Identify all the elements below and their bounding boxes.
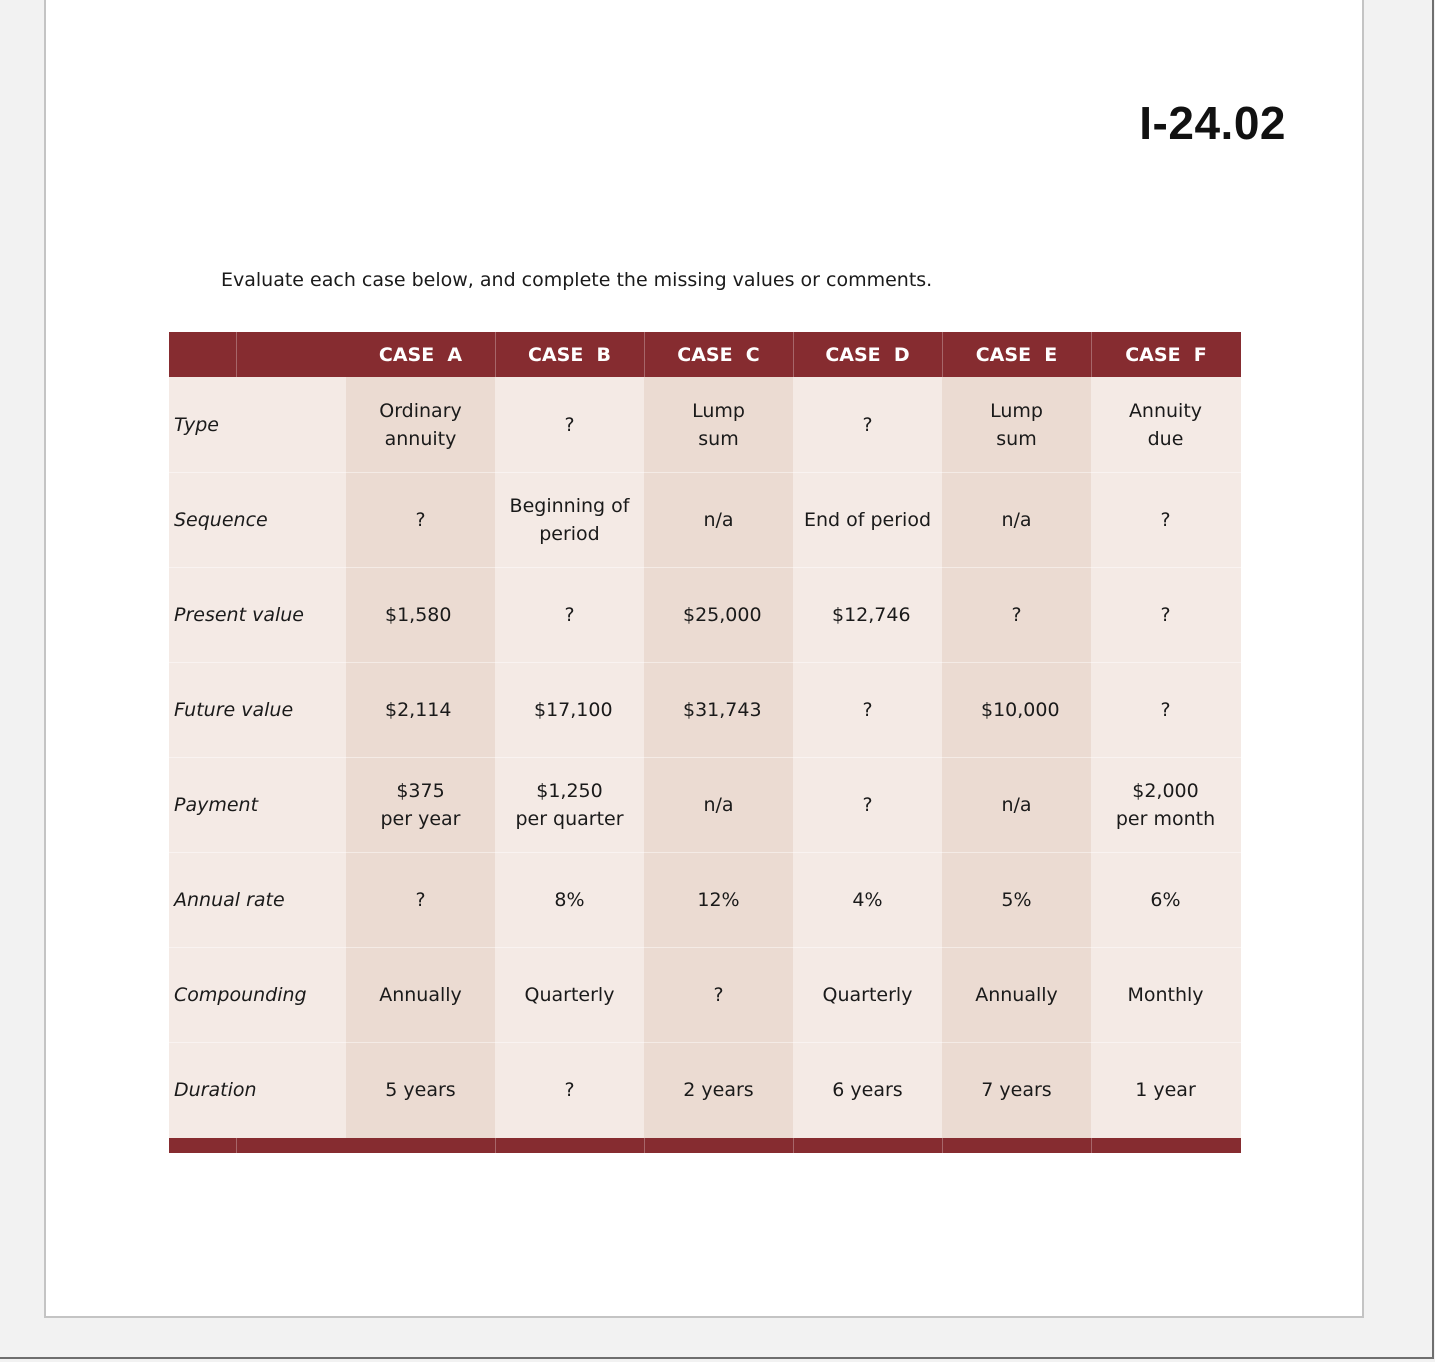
- table-cell: ?: [862, 793, 873, 816]
- window-frame-right: [1432, 0, 1434, 1359]
- footer-divider: [495, 1138, 496, 1153]
- table-cell: Annuity due: [1128, 399, 1203, 450]
- table-cell: $25,000: [683, 603, 762, 626]
- header-case-d: CASE D: [825, 343, 910, 366]
- table-cell: $2,114: [385, 698, 452, 721]
- table-cell: Monthly: [1127, 983, 1204, 1006]
- table-cell: ?: [415, 888, 426, 911]
- table-cell: ?: [1160, 508, 1171, 531]
- instructions-text: Evaluate each case below, and complete the missing values or comments.: [221, 269, 933, 291]
- table-cell: ?: [1011, 603, 1022, 626]
- footer-divider: [1091, 1138, 1092, 1153]
- table-cell: 2 years: [683, 1078, 754, 1101]
- header-divider: [236, 332, 237, 377]
- table-cell: $2,000 per month: [1115, 779, 1216, 830]
- header-divider: [793, 332, 794, 377]
- footer-divider: [644, 1138, 645, 1153]
- row-label: Sequence: [174, 508, 268, 531]
- table-cell: $12,746: [832, 603, 911, 626]
- table-cell: 5%: [1001, 888, 1032, 911]
- row-label: Compounding: [174, 983, 307, 1006]
- table-cell: 6 years: [832, 1078, 903, 1101]
- header-divider: [495, 332, 496, 377]
- table-cell: $10,000: [981, 698, 1060, 721]
- header-case-c: CASE C: [677, 343, 760, 366]
- table-cell: n/a: [1001, 508, 1032, 531]
- table-footer-bar: [169, 1138, 1241, 1153]
- table-cell: 5 years: [385, 1078, 456, 1101]
- table-cell: ?: [713, 983, 724, 1006]
- table-cell: n/a: [703, 793, 734, 816]
- problem-number: I-24.02: [1139, 97, 1286, 149]
- footer-divider: [236, 1138, 237, 1153]
- table-cell: 8%: [554, 888, 585, 911]
- table-cell: Annually: [379, 983, 462, 1006]
- table-cell: ?: [564, 413, 575, 436]
- table-cell: 4%: [852, 888, 883, 911]
- row-label: Type: [174, 413, 219, 436]
- table-cell: ?: [862, 413, 873, 436]
- header-divider: [1091, 332, 1092, 377]
- table-cell: ?: [1160, 698, 1171, 721]
- table-cell: $17,100: [534, 698, 613, 721]
- table-cell: Annually: [975, 983, 1058, 1006]
- table-cell: Ordinary annuity: [379, 399, 462, 450]
- table-cell: End of period: [803, 508, 932, 531]
- table-cell: $1,250 per quarter: [515, 779, 624, 830]
- table-cell: $1,580: [385, 603, 452, 626]
- table-cell: 6%: [1150, 888, 1181, 911]
- table-cell: $31,743: [683, 698, 762, 721]
- footer-divider: [793, 1138, 794, 1153]
- header-divider: [942, 332, 943, 377]
- table-cell: $375 per year: [380, 779, 461, 830]
- header-case-f: CASE F: [1125, 343, 1207, 366]
- row-label: Annual rate: [174, 888, 285, 911]
- table-cell: ?: [415, 508, 426, 531]
- table-cell: Lump sum: [990, 399, 1043, 450]
- cases-table: [169, 332, 1241, 1153]
- footer-divider: [942, 1138, 943, 1153]
- row-label: Payment: [174, 793, 259, 816]
- table-cell: Quarterly: [524, 983, 615, 1006]
- row-label: Duration: [174, 1078, 257, 1101]
- row-label: Future value: [174, 698, 294, 721]
- table-cell: n/a: [1001, 793, 1032, 816]
- row-label: Present value: [174, 603, 304, 626]
- table-cell: 12%: [697, 888, 740, 911]
- table-cell: ?: [564, 603, 575, 626]
- table-cell: Quarterly: [822, 983, 913, 1006]
- table-cell: ?: [1160, 603, 1171, 626]
- table-cell: n/a: [703, 508, 734, 531]
- table-cell: Beginning of period: [509, 494, 630, 545]
- table-cell: ?: [862, 698, 873, 721]
- table-cell: ?: [564, 1078, 575, 1101]
- table-cell: 7 years: [981, 1078, 1052, 1101]
- table-cell: 1 year: [1135, 1078, 1196, 1101]
- header-divider: [644, 332, 645, 377]
- header-case-e: CASE E: [975, 343, 1058, 366]
- table-cell: Lump sum: [692, 399, 745, 450]
- window-frame-bottom: [0, 1357, 1432, 1359]
- header-case-b: CASE B: [527, 343, 612, 366]
- header-case-a: CASE A: [378, 343, 463, 366]
